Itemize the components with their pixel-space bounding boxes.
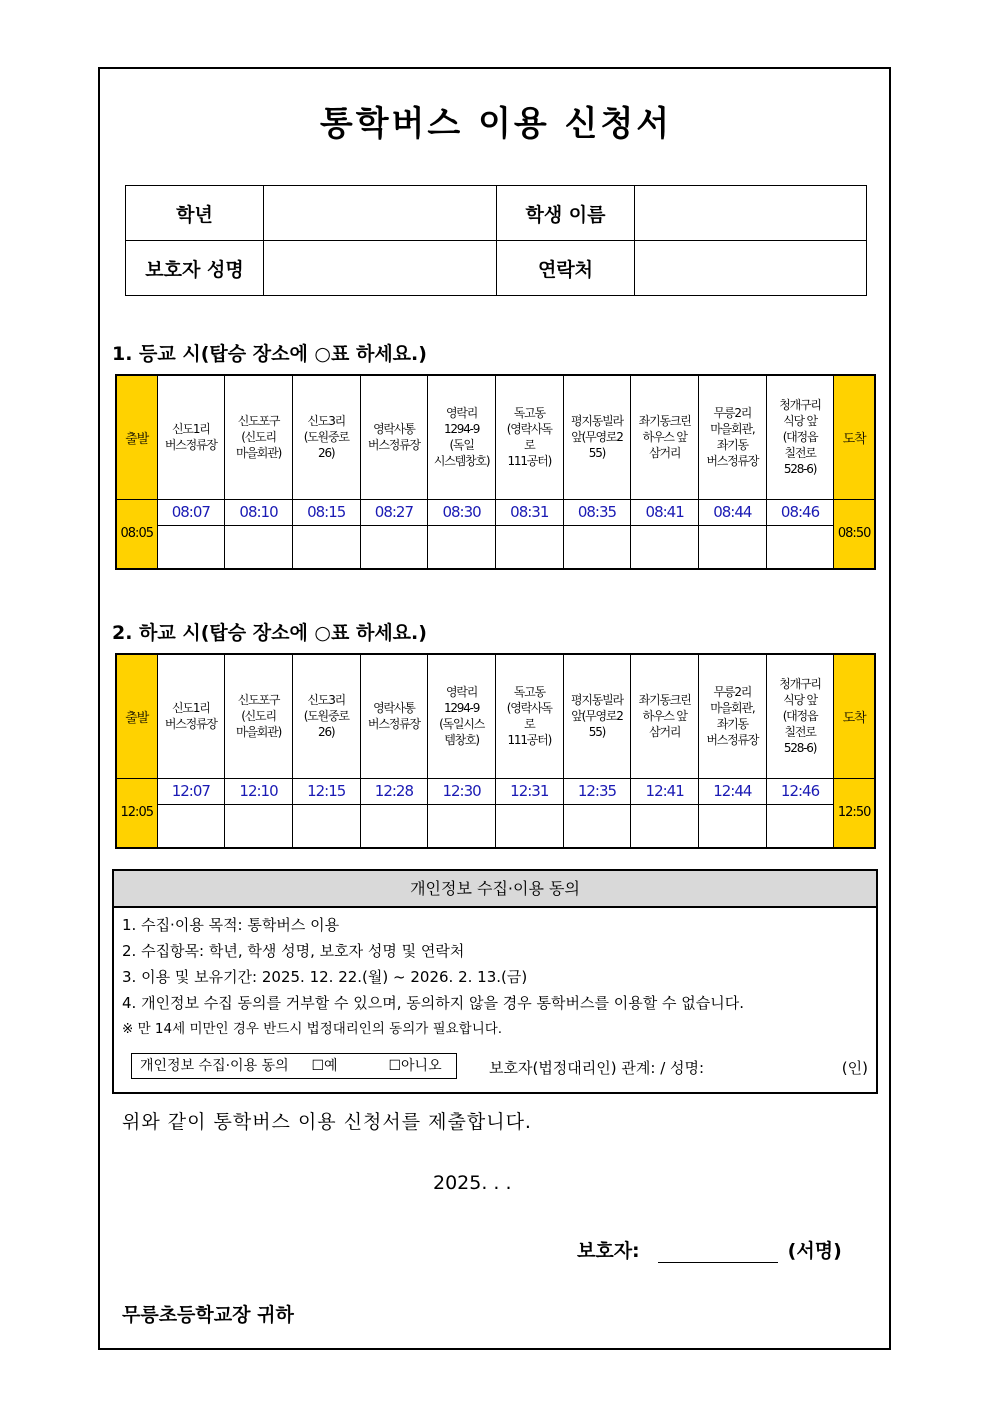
stop-time: 08:15: [292, 499, 360, 525]
boarding-mark-cell[interactable]: [631, 525, 699, 569]
signature-suffix: (서명): [787, 1240, 842, 1262]
guardian-signature-line[interactable]: [658, 1242, 778, 1263]
guardian-relation-field[interactable]: 보호자(법정대리인) 관계: / 성명:: [489, 1059, 705, 1077]
addressee: 무릉초등학교장 귀하: [122, 1304, 294, 1326]
guardian-signature-label: 보호자:: [577, 1240, 640, 1262]
stop-time: 12:35: [563, 778, 631, 804]
stop-time: 12:41: [631, 778, 699, 804]
boarding-mark-cell[interactable]: [225, 525, 293, 569]
stop-time: 12:10: [225, 778, 293, 804]
stop-name-line: 마을회관,: [710, 422, 755, 437]
stop-time: 08:46: [766, 499, 834, 525]
bus-stop-name: [631, 375, 699, 499]
boarding-mark-cell[interactable]: [563, 525, 631, 569]
stop-name-line: 무릉2리: [713, 406, 752, 421]
bus-stop-name: [225, 654, 293, 778]
consent-item: 3. 이용 및 보유기간: 2025. 12. 22.(월) ~ 2026. 2. 13.(금): [122, 968, 528, 986]
bus-stop-name: [766, 654, 834, 778]
consent-checkbox-group: [131, 1053, 457, 1079]
stop-name-line: 청개구리: [779, 398, 821, 413]
consent-item: 2. 수집항목: 학년, 학생 성명, 보호자 성명 및 연락처: [122, 942, 465, 960]
boarding-mark-cell[interactable]: [428, 525, 496, 569]
guardian-name-field[interactable]: [264, 241, 497, 296]
stop-name-line: 좌기동: [716, 717, 748, 732]
stop-name-line: 마을회관): [236, 446, 282, 461]
stop-name-line: 식당 앞: [783, 414, 817, 429]
boarding-mark-cell[interactable]: [428, 804, 496, 848]
stop-name-line: 마을회관,: [710, 701, 755, 716]
grade-label: 학년: [126, 186, 264, 241]
stop-time: 08:10: [225, 499, 293, 525]
boarding-mark-cell[interactable]: [360, 525, 428, 569]
student-name-label: 학생 이름: [497, 186, 635, 241]
depart-label: 출발: [116, 375, 157, 499]
form-title: 통학버스 이용 신청서: [319, 104, 673, 144]
boarding-mark-cell[interactable]: [766, 804, 834, 848]
consent-items: [114, 908, 876, 1042]
bus-stop-name: [495, 654, 563, 778]
boarding-mark-cell[interactable]: [292, 525, 360, 569]
boarding-mark-cell[interactable]: [225, 804, 293, 848]
bus-stop-name: [360, 654, 428, 778]
bus-stop-name: [292, 654, 360, 778]
guardian-name-label: 보호자 성명: [126, 241, 264, 296]
stop-name-line: 시스템창호): [433, 454, 490, 469]
stop-name-line: 528-6): [783, 462, 817, 477]
stop-name-line: 칠전로: [784, 725, 816, 740]
consent-no-checkbox[interactable]: ☐아니오: [388, 1058, 442, 1074]
stop-name-line: 신도3리: [307, 414, 346, 429]
application-date[interactable]: 2025. . .: [433, 1172, 512, 1194]
stop-name-line: 528-6): [783, 741, 817, 756]
grade-field[interactable]: [264, 186, 497, 241]
stop-name-line: 좌기동크린: [638, 414, 691, 429]
stop-time: 12:28: [360, 778, 428, 804]
arrive-label: 도착: [834, 375, 875, 499]
consent-item: 4. 개인정보 수집 동의를 거부할 수 있으며, 동의하지 않을 경우 통학버스를 이용할 수 없습니다.: [122, 994, 744, 1012]
stop-name-line: 영락사통: [373, 422, 415, 437]
stop-name-line: 버스정류장: [164, 438, 217, 453]
stop-name-line: (독일: [449, 438, 474, 453]
boarding-mark-cell[interactable]: [157, 804, 225, 848]
morning-heading: 1. 등교 시(탑승 장소에 ○표 하세요.): [112, 343, 427, 365]
submit-statement: 위와 같이 통학버스 이용 신청서를 제출합니다.: [122, 1111, 532, 1133]
stop-name-line: 앞(무영로2: [571, 709, 623, 724]
stop-name-line: 평지동빌라: [570, 414, 623, 429]
stop-name-line: 로: [524, 717, 535, 732]
stop-name-line: 55): [588, 446, 606, 461]
stop-name-line: (도원중로: [303, 430, 349, 445]
bus-stop-name: [699, 375, 767, 499]
stop-name-line: 신도포구: [237, 693, 280, 708]
afternoon-route-table: [115, 653, 876, 849]
stop-name-line: 삼거리: [649, 725, 681, 740]
afternoon-heading: 2. 하교 시(탑승 장소에 ○표 하세요.): [112, 622, 427, 644]
stop-name-line: 1294-9: [443, 422, 480, 437]
boarding-mark-cell[interactable]: [292, 804, 360, 848]
stop-name-line: (신도리: [241, 430, 276, 445]
stop-name-line: 템창호): [444, 733, 479, 748]
stop-time: 12:30: [428, 778, 496, 804]
stop-time: 12:07: [157, 778, 225, 804]
boarding-mark-cell[interactable]: [766, 525, 834, 569]
bus-stop-name: [157, 654, 225, 778]
stop-name-line: (대정읍: [782, 430, 818, 445]
bus-stop-name: [563, 375, 631, 499]
stop-name-line: (독일시스: [439, 717, 485, 732]
student-name-field[interactable]: [635, 186, 867, 241]
arrive-time: 12:50: [834, 778, 875, 848]
stop-time: 08:44: [699, 499, 767, 525]
stop-name-line: 독고동: [513, 685, 545, 700]
arrive-time: 08:50: [834, 499, 875, 569]
stop-name-line: (영락사독: [506, 422, 552, 437]
stop-name-line: 식당 앞: [783, 693, 817, 708]
bus-stop-name: [563, 654, 631, 778]
boarding-mark-cell[interactable]: [631, 804, 699, 848]
stop-time: 12:44: [699, 778, 767, 804]
stop-name-line: 좌기동크린: [638, 693, 691, 708]
boarding-mark-cell[interactable]: [699, 525, 767, 569]
boarding-mark-cell[interactable]: [360, 804, 428, 848]
stop-time: 08:41: [631, 499, 699, 525]
consent-item: 1. 수집·이용 목적: 통학버스 이용: [122, 916, 340, 934]
stop-name-line: (대정읍: [782, 709, 818, 724]
contact-label: 연락처: [497, 241, 635, 296]
stop-name-line: (신도리: [241, 709, 276, 724]
stop-name-line: 버스정류장: [706, 454, 759, 469]
stop-name-line: 청개구리: [779, 677, 821, 692]
boarding-mark-cell[interactable]: [563, 804, 631, 848]
morning-route-table: [115, 374, 876, 570]
stop-name-line: 신도1리: [172, 701, 210, 716]
applicant-info-table: [125, 185, 867, 296]
seal-mark: (인): [841, 1059, 868, 1077]
stop-name-line: 26): [318, 446, 335, 461]
stop-name-line: 1294-9: [443, 701, 480, 716]
stop-name-line: 버스정류장: [706, 733, 759, 748]
consent-checkbox-label: 개인정보 수집·이용 동의: [140, 1058, 289, 1074]
bus-stop-name: [631, 654, 699, 778]
stop-name-line: 신도3리: [307, 693, 346, 708]
privacy-consent-box: [112, 869, 878, 1094]
stop-name-line: 111공터): [507, 733, 552, 748]
stop-name-line: 영락리: [446, 406, 478, 421]
stop-name-line: 무릉2리: [713, 685, 752, 700]
bus-stop-name: [360, 375, 428, 499]
stop-time: 12:46: [766, 778, 834, 804]
stop-name-line: (영락사독: [506, 701, 552, 716]
stop-time: 12:15: [292, 778, 360, 804]
stop-time: 08:07: [157, 499, 225, 525]
stop-name-line: (도원중로: [303, 709, 349, 724]
depart-label: 출발: [116, 654, 157, 778]
bus-stop-name: [766, 375, 834, 499]
stop-name-line: 55): [588, 725, 606, 740]
depart-time: 08:05: [116, 499, 157, 569]
stop-name-line: 신도포구: [237, 414, 280, 429]
stop-name-line: 칠전로: [784, 446, 816, 461]
consent-yes-checkbox[interactable]: ☐예: [311, 1058, 338, 1074]
stop-name-line: 버스정류장: [164, 717, 217, 732]
stop-name-line: 좌기동: [716, 438, 748, 453]
stop-name-line: 삼거리: [649, 446, 681, 461]
bus-stop-name: [428, 654, 496, 778]
stop-time: 12:31: [495, 778, 563, 804]
stop-name-line: 신도1리: [172, 422, 210, 437]
consent-header: 개인정보 수집·이용 동의: [114, 871, 876, 908]
guardian-signature-row: [577, 1236, 842, 1263]
contact-field[interactable]: [635, 241, 867, 296]
stop-time: 08:27: [360, 499, 428, 525]
boarding-mark-cell[interactable]: [495, 525, 563, 569]
boarding-mark-cell[interactable]: [157, 525, 225, 569]
stop-name-line: 영락리: [446, 685, 478, 700]
consent-note: ※ 만 14세 미만인 경우 반드시 법정대리인의 동의가 필요합니다.: [122, 1021, 503, 1037]
stop-name-line: 하우스 앞: [642, 709, 687, 724]
stop-time: 08:31: [495, 499, 563, 525]
stop-name-line: 앞(무영로2: [571, 430, 623, 445]
depart-time: 12:05: [116, 778, 157, 848]
stop-name-line: 평지동빌라: [570, 693, 623, 708]
boarding-mark-cell[interactable]: [495, 804, 563, 848]
arrive-label: 도착: [834, 654, 875, 778]
stop-name-line: 독고동: [513, 406, 545, 421]
stop-time: 08:35: [563, 499, 631, 525]
stop-time: 08:30: [428, 499, 496, 525]
stop-name-line: 영락사통: [373, 701, 415, 716]
stop-name-line: 버스정류장: [367, 717, 420, 732]
stop-name-line: 로: [524, 438, 535, 453]
bus-stop-name: [495, 375, 563, 499]
stop-name-line: 버스정류장: [367, 438, 420, 453]
stop-name-line: 하우스 앞: [642, 430, 687, 445]
boarding-mark-cell[interactable]: [699, 804, 767, 848]
stop-name-line: 마을회관): [236, 725, 282, 740]
bus-stop-name: [699, 654, 767, 778]
bus-stop-name: [292, 375, 360, 499]
bus-stop-name: [428, 375, 496, 499]
bus-stop-name: [225, 375, 293, 499]
stop-name-line: 111공터): [507, 454, 552, 469]
stop-name-line: 26): [318, 725, 335, 740]
bus-stop-name: [157, 375, 225, 499]
